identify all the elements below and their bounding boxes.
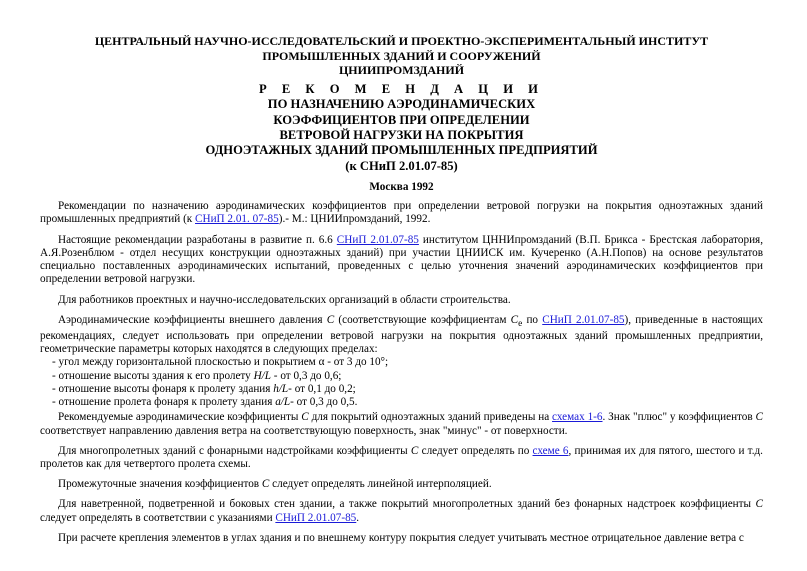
title-line-6: (к СНиП 2.01.07-85) xyxy=(345,158,458,173)
document-title xyxy=(40,82,763,174)
paragraph-audience: Для работников проектных и научно-исследовательских организаций в области строительства. xyxy=(58,293,511,306)
snip-link[interactable]: СНиП 2.01.07-85 xyxy=(336,233,419,246)
paragraph-recommended: Рекомендуемые аэродинамические коэффициенты С для покрытий одноэтажных зданий приведены на схемах 1-6. Знак "плюс" у коэффициентов С соответствует направлению давления ветра на соответствующую поверхность, знак "минус" - от поверхности. xyxy=(40,411,764,437)
org-short-name: ЦНИИПРОМЗДАНИЙ xyxy=(338,63,465,78)
city-year: Москва 1992 xyxy=(369,181,434,194)
snip-link[interactable]: СНиП 2.01.07-85 xyxy=(275,511,357,524)
paragraph-walls: Для наветренной, подветренной и боковых стен здании, а также покрытий многопролетных зданий без фонарных надстроек коэффициенты С следует определять в соответствии с указаниями СНиП 2.01.07-85. xyxy=(40,498,763,524)
paragraph-corners: При расчете крепления элементов в углах здания и по внешнему контуру покрытия следует учитывать местное отрицательное давление ветра с xyxy=(58,531,744,544)
title-line-5: ОДНОЭТАЖНЫХ ЗДАНИЙ ПРОМЫШЛЕННЫХ ПРЕДПРИЯТИЙ xyxy=(205,143,598,158)
snip-link[interactable]: СНиП 2.01.07-85 xyxy=(542,313,625,326)
paragraph-citation: Рекомендации по назначению аэродинамических коэффициентов при определении ветровой погрузки на покрытия одноэтажных зданий промышленных предприятий (к СНиП 2.01. 07-85).- М.: ЦНИИпромзданий, 1992. xyxy=(40,200,763,226)
scheme-6-link[interactable]: схеме 6 xyxy=(532,444,569,457)
title-line-1: Р Е К О М Е Н Д А Ц И И xyxy=(259,81,544,96)
list-item: - отношение высоты здания к его пролету H/L - от 0,3 до 0,6; xyxy=(52,369,342,382)
title-line-3: КОЭФФИЦИЕНТОВ ПРИ ОПРЕДЕЛЕНИИ xyxy=(273,112,530,127)
snip-link[interactable]: СНиП 2.01. 07-85 xyxy=(195,213,279,226)
title-line-4: ВЕТРОВОЙ НАГРУЗКИ НА ПОКРЫТИЯ xyxy=(279,127,524,142)
list-item: - отношение высоты фонаря к пролету здания h/L- от 0,1 до 0,2; xyxy=(52,382,356,395)
org-full-name: ЦЕНТРАЛЬНЫЙ НАУЧНО-ИССЛЕДОВАТЕЛЬСКИЙ И ПРОЕКТНО-ЭКСПЕРИМЕНТАЛЬНЫЙ ИНСТИТУТ ПРОМЫШЛЕННЫХ ЗДАНИЙ И СООРУЖЕНИЙ xyxy=(94,34,709,63)
paragraph-multispan: Для многопролетных зданий с фонарными надстройками коэффициенты С следует определять по схеме 6, принимая их для пятого, шестого и т.д. пролетов как для четвертого пролета схемы. xyxy=(40,444,763,470)
organization-name xyxy=(40,34,763,78)
title-line-2: ПО НАЗНАЧЕНИЮ АЭРОДИНАМИЧЕСКИХ xyxy=(267,97,536,112)
paragraph-origin: Настоящие рекомендации разработаны в развитие п. 6.6 СНиП 2.01.07-85 институтом ЦННИпромзданий (В.П. Брикса - Брестская лаборатория, А.Я.Розенблюм - отдел несущих конструкции одноэтажных зданий) при участии ЦНИИСК им. Кучеренко (А.Н.Попов) на основе результатов специально поставленных аэродинамических испытаний, проведенных с целью уточнения значений аэродинамических коэффициентов при определении ветровой нагрузки. xyxy=(40,233,763,286)
paragraph-interpolation: Промежуточные значения коэффициентов С следует определять линейной интерполяцией. xyxy=(58,478,492,491)
parameter-list xyxy=(40,356,763,409)
schemes-link[interactable]: схемах 1-6 xyxy=(552,411,603,424)
list-item: - отношение пролета фонаря к пролету здания a/L- от 0,3 до 0,5. xyxy=(52,396,358,409)
list-item: - угол между горизонтальной плоскостью и покрытием α - от 3 до 10°; xyxy=(52,356,389,369)
paragraph-coefficients: Аэродинамические коэффициенты внешнего давления С (соответствующие коэффициентам $С_е$ по СНиП 2.01.07-85), приведенные в настоящих рекомендациях, следует использовать при определении ветровой нагрузки на покрытия одноэтажных зданий промышленных предприятии, геометрические параметры которых находятся в следующих пределах: xyxy=(40,313,764,356)
